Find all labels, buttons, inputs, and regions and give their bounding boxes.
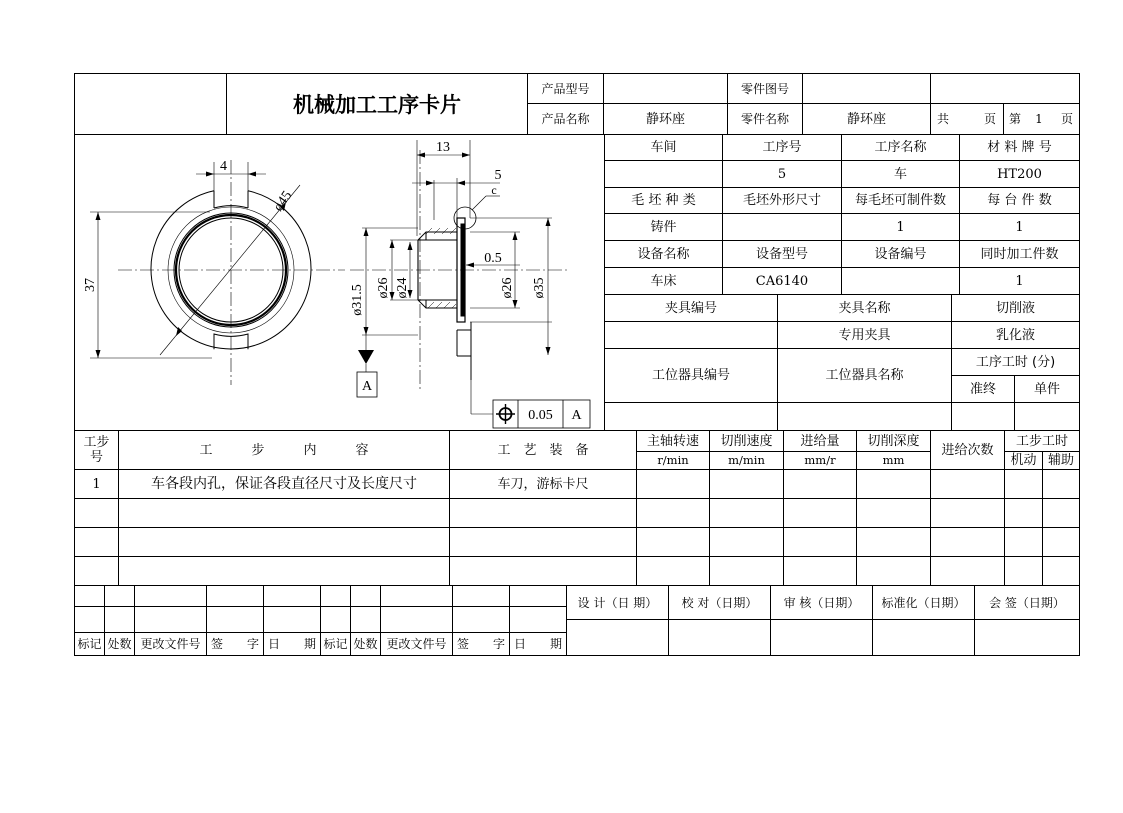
sign-label: 签 字 [210,637,259,651]
machine-time-header: 机动 [1010,453,1037,468]
spindle-header: 主轴转速 [646,433,699,449]
station-tool-name-label: 工位器具名称 [825,368,904,383]
count-label-2: 处数 [353,637,378,651]
dim-c: c [491,183,497,197]
equip-model-value[interactable]: CA6140 [755,273,809,289]
part-sketch [75,135,604,430]
design-label: 设 计（日 期） [577,595,658,610]
per-blank-label: 每毛坯可制件数 [854,193,946,208]
equipment-header: 工 艺 装 备 [497,442,589,458]
equip-name-value[interactable]: 车床 [650,273,677,289]
op-name-value[interactable]: 车 [893,166,907,182]
unit-time-label: 单件 [1033,381,1060,397]
workshop-label: 车间 [650,140,677,155]
standardization-label: 标准化（日期） [881,595,966,610]
product-name-label: 产品名称 [541,112,590,126]
product-model-value[interactable] [604,74,727,103]
step-equipment: 车刀，游标卡尺 [497,476,589,492]
station-tool-no-label: 工位器具编号 [651,368,730,383]
tolerance-value: 0.05 [528,408,553,423]
count-label: 处数 [107,637,132,651]
setup-time-value[interactable] [952,403,1014,430]
product-name-value[interactable]: 静环座 [645,111,685,127]
dim-31-5: ø31.5 [350,284,365,316]
mark-label-2: 标记 [323,637,348,651]
fixture-name-label: 夹具名称 [838,300,891,316]
blank-type-label: 毛 坯 种 类 [631,193,696,208]
op-name-label: 工序名称 [874,140,927,155]
simul-value[interactable]: 1 [1015,273,1024,289]
dim-37: 37 [83,278,98,292]
step-content: 车各段内孔，保证各段直径尺寸及长度尺寸 [151,476,417,492]
dim-26-right: ø26 [500,277,515,299]
depth-header: 切削深度 [867,433,920,449]
setup-time-label: 准终 [969,381,996,397]
feed-unit: mm/r [804,452,836,467]
change-doc-label: 更改文件号 [140,637,201,651]
step-time-header: 工步工时 [1015,433,1068,449]
part-name-value[interactable]: 静环座 [846,111,886,127]
depth-unit: mm [882,452,905,467]
step-no-header: 工步号 [83,435,110,465]
equip-model-label: 设备型号 [755,246,808,262]
per-blank-value[interactable]: 1 [896,219,905,235]
mark-label: 标记 [77,637,102,651]
part-name-label: 零件名称 [740,112,789,126]
card-title: 机械加工工序卡片 [293,91,461,117]
workshop-value[interactable] [605,161,722,187]
equip-name-label: 设备名称 [637,246,690,262]
blank-size-label: 毛坯外形尺寸 [742,193,821,208]
front-view [90,160,345,385]
date-label-2: 日 期 [513,637,562,651]
product-model-label: 产品型号 [541,81,590,96]
fixture-no-value[interactable] [605,322,777,348]
step-content-header: 工 步 内 容 [199,442,369,458]
step-no: 1 [92,476,101,492]
part-drawing-no-label: 零件图号 [740,81,789,96]
feed-header: 进给量 [800,433,840,449]
tolerance-datum: A [571,408,582,423]
passes-header: 进给次数 [941,442,994,458]
blank-size-value[interactable] [723,214,841,240]
page-no-label: 第 [1008,112,1021,126]
fixture-name-value[interactable]: 专用夹具 [838,327,891,343]
total-label: 共 [936,112,949,126]
speed-header: 切削速度 [720,433,773,449]
pages-label: 页 [983,112,996,126]
check-label: 校 对（日期） [681,595,758,610]
op-time-label: 工序工时 (分) [975,354,1056,370]
equip-no-label: 设备编号 [874,246,927,262]
dim-26-left: ø26 [376,277,391,299]
equip-no-value[interactable] [842,268,959,294]
material-value[interactable]: HT200 [997,166,1042,182]
op-no-value[interactable]: 5 [777,166,787,182]
spindle-unit: r/min [657,452,689,467]
per-unit-value[interactable]: 1 [1015,219,1024,235]
fixture-no-label: 夹具编号 [664,300,717,316]
page-label: 页 [1060,112,1073,126]
dim-4: 4 [220,159,227,174]
page-no-value: 1 [1035,112,1043,126]
dim-13: 13 [436,140,450,155]
coolant-label: 切削液 [995,300,1035,316]
dim-35: ø35 [532,277,547,299]
dim-45: ø45 [270,188,296,215]
blank-type-value[interactable]: 铸件 [650,219,677,235]
per-unit-label: 每 台 件 数 [987,193,1052,208]
dim-24: ø24 [395,277,410,299]
unit-time-value[interactable] [1015,403,1079,430]
aux-time-header: 辅助 [1047,453,1074,468]
change-doc-label-2: 更改文件号 [386,637,447,651]
sign-label-2: 签 字 [456,637,505,651]
dim-5: 5 [494,168,502,183]
dim-0-5: 0.5 [484,251,502,266]
datum-label: A [361,379,373,394]
simul-label: 同时加工件数 [980,246,1059,262]
op-no-label: 工序号 [762,140,802,155]
review-label: 审 核（日期） [783,595,860,610]
coolant-value[interactable]: 乳化液 [995,327,1035,343]
material-label: 材 料 牌 号 [987,140,1052,155]
countersign-label: 会 签（日期） [989,595,1065,610]
speed-unit: m/min [728,452,765,467]
date-label: 日 期 [267,637,316,651]
part-drawing-no-value[interactable] [803,74,930,103]
